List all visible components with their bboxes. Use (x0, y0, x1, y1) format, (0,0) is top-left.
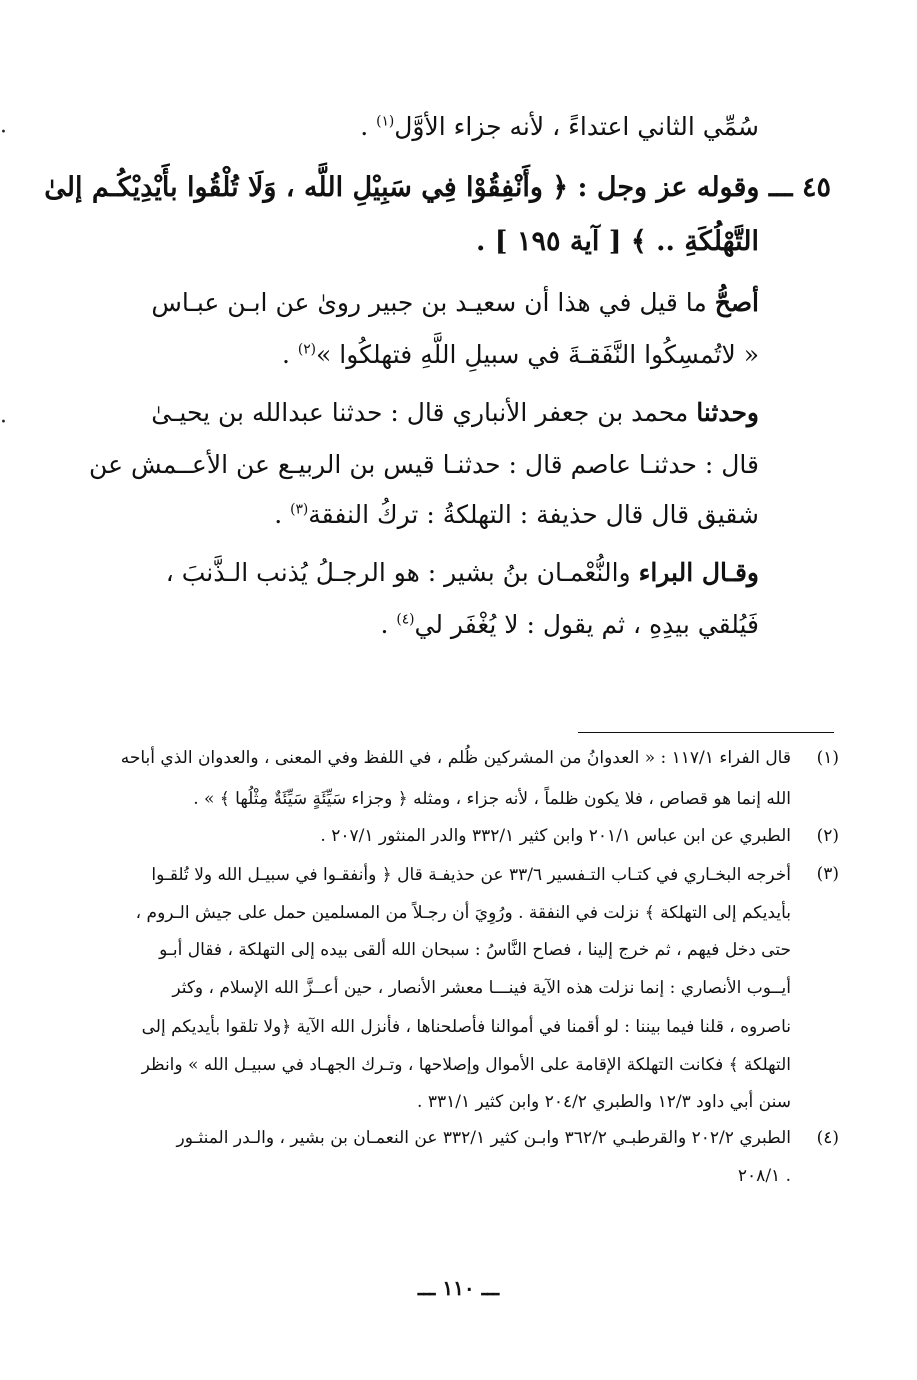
para2-line-2: قال : حدثنـا عاصم قال : حدثنـا قيس بن الربيـع عن الأعــمش عن (89, 450, 759, 479)
footnote-3-line-2: بأيديكم إلى التهلكة ﴾ نزلت في النفقة . ورُوِيَ أن رجـلاً من المسلمين حمل على جيش الـروم ، (135, 903, 791, 923)
para2-end: . (274, 500, 291, 529)
footnote-1-line-1: قال الفراء ١١٧/١ : « العدوانُ من المشركين ظُلم ، في اللفظ وفي المعنى ، والعدوان الذي أباحه (120, 748, 791, 768)
footnote-number-3: (٣) (816, 864, 839, 884)
para1-quote: « لاتُمسِكُوا النَّفَقـةَ في سبيلِ اللَّهِ فتهلكُوا » (316, 340, 759, 369)
footnote-3-line-7: سنن أبي داود ١٢/٣ والطبري ٢٠٤/٢ وابن كثير ٣٣١/١ . (417, 1092, 791, 1112)
para2-line-3 (274, 500, 759, 529)
verse-line-2: التَّهْلُكَةِ .. ﴾ [ آية ١٩٥ ] . (475, 226, 759, 257)
edge-mark-middle: · (0, 410, 7, 435)
para2-lead-word: وحدثنا (696, 398, 759, 427)
footnote-2-line-1: الطبري عن ابن عباس ٢٠١/١ وابن كثير ٣٣٢/١ والدر المنثور ٢٠٧/١ . (320, 826, 791, 846)
footnote-4-line-2: ٢٠٨/١ . (737, 1166, 791, 1186)
para3-text-1: والنُّعْمـان بنُ بشير : هو الرجـلُ يُذنب الـذَّنبَ ، (165, 558, 639, 587)
page-number: ـــ ١١٠ ـــ (417, 1276, 500, 1300)
footnote-3-line-5: ناصروه ، قلنا فيما بيننا : لو أقمنا في أموالنا فأصلحناها ، فأنزل الله الآية ﴿ولا تلقوا بأيديكم إلى (141, 1017, 791, 1037)
para2-text-1: محمد بن جعفر الأنباري قال : حدثنا عبدالله بن يحيـىٰ (151, 398, 697, 427)
footnote-separator (578, 732, 834, 733)
para1-line-2 (282, 340, 759, 369)
para2-line-1 (151, 398, 759, 427)
para3-line-1 (166, 558, 759, 587)
intro-end: . (360, 112, 377, 141)
footnote-4-line-1: الطبري ٢٠٢/٢ والقرطبـي ٣٦٢/٢ وابـن كثير ٣٣٢/١ عن النعمـان بن بشير ، والـدر المنثـور (176, 1128, 791, 1148)
intro-line (360, 112, 759, 141)
footnote-3-line-6: التهلكة ﴾ فكانت التهلكة الإقامة على الأموال وإصلاحها ، وتـرك الجهـاد في سبيـل الله » وانظر (141, 1055, 791, 1075)
footnote-ref-3: (٣) (290, 501, 309, 518)
para3-end: . (380, 610, 397, 639)
footnote-3-line-1: أخرجه البخـاري في كتـاب التـفسير ٣٣/٦ عن حذيفـة قال ﴿ وأنفقـوا في سبيـل الله ولا تُلقـوا (151, 865, 791, 885)
footnote-number-4: (٤) (816, 1128, 839, 1148)
footnote-3-line-3: حتى دخل فيهم ، ثم خرج إلينا ، فصاح النَّاسُ : سبحان الله ألقى بيده إلى التهلكة ، فقال أبـو (159, 940, 791, 960)
para1-lead-word: أصحُّ (714, 288, 759, 317)
para1-line-1 (151, 288, 759, 317)
edge-mark-top: · (0, 120, 7, 145)
intro-text: سُمِّي الثاني اعتداءً ، لأنه جزاء الأوَّل (394, 112, 759, 141)
footnote-ref-1: (١) (376, 113, 395, 130)
footnote-1-line-2: الله إنما هو قصاص ، فلا يكون ظلماً ، لأنه جزاء ، ومثله ﴿ وجزاء سَيِّئَةٍ سَيِّئَةٌ مِثْلُها ﴾ » . (193, 789, 791, 809)
footnote-ref-4: (٤) (396, 611, 415, 628)
para2-text-3: شقيق قال قال حذيفة : التهلكةُ : تركُ النفقة (308, 500, 759, 529)
para1-end: . (282, 340, 298, 369)
para1-text-1: ما قيل في هذا أن سعيـد بن جبير روىٰ عن ابـن عبـاس (151, 288, 715, 317)
para3-text-2: فَيُلقي بيدِهِ ، ثم يقول : لا يُغْفَر لي (414, 610, 759, 639)
footnote-3-line-4: أيــوب الأنصاري : إنما نزلت هذه الآية فينـــا معشر الأنصار ، حين أعــزَّ الله الإسلام ، وكثر (172, 978, 791, 998)
footnote-number-1: (١) (816, 748, 839, 768)
footnote-number-2: (٢) (816, 826, 839, 846)
verse-line-1: ٤٥ ـــ وقوله عز وجل : ﴿ وأَنْفِقُوْا فِي سَبِيْلِ اللَّه ، وَلَا تُلْقُوا بأَيْدِيْكُـم إلىٰ (44, 172, 831, 203)
para3-line-2 (380, 610, 759, 639)
para3-lead-word: وقـال البراء (638, 558, 759, 587)
footnote-ref-2: (٢) (297, 341, 317, 358)
